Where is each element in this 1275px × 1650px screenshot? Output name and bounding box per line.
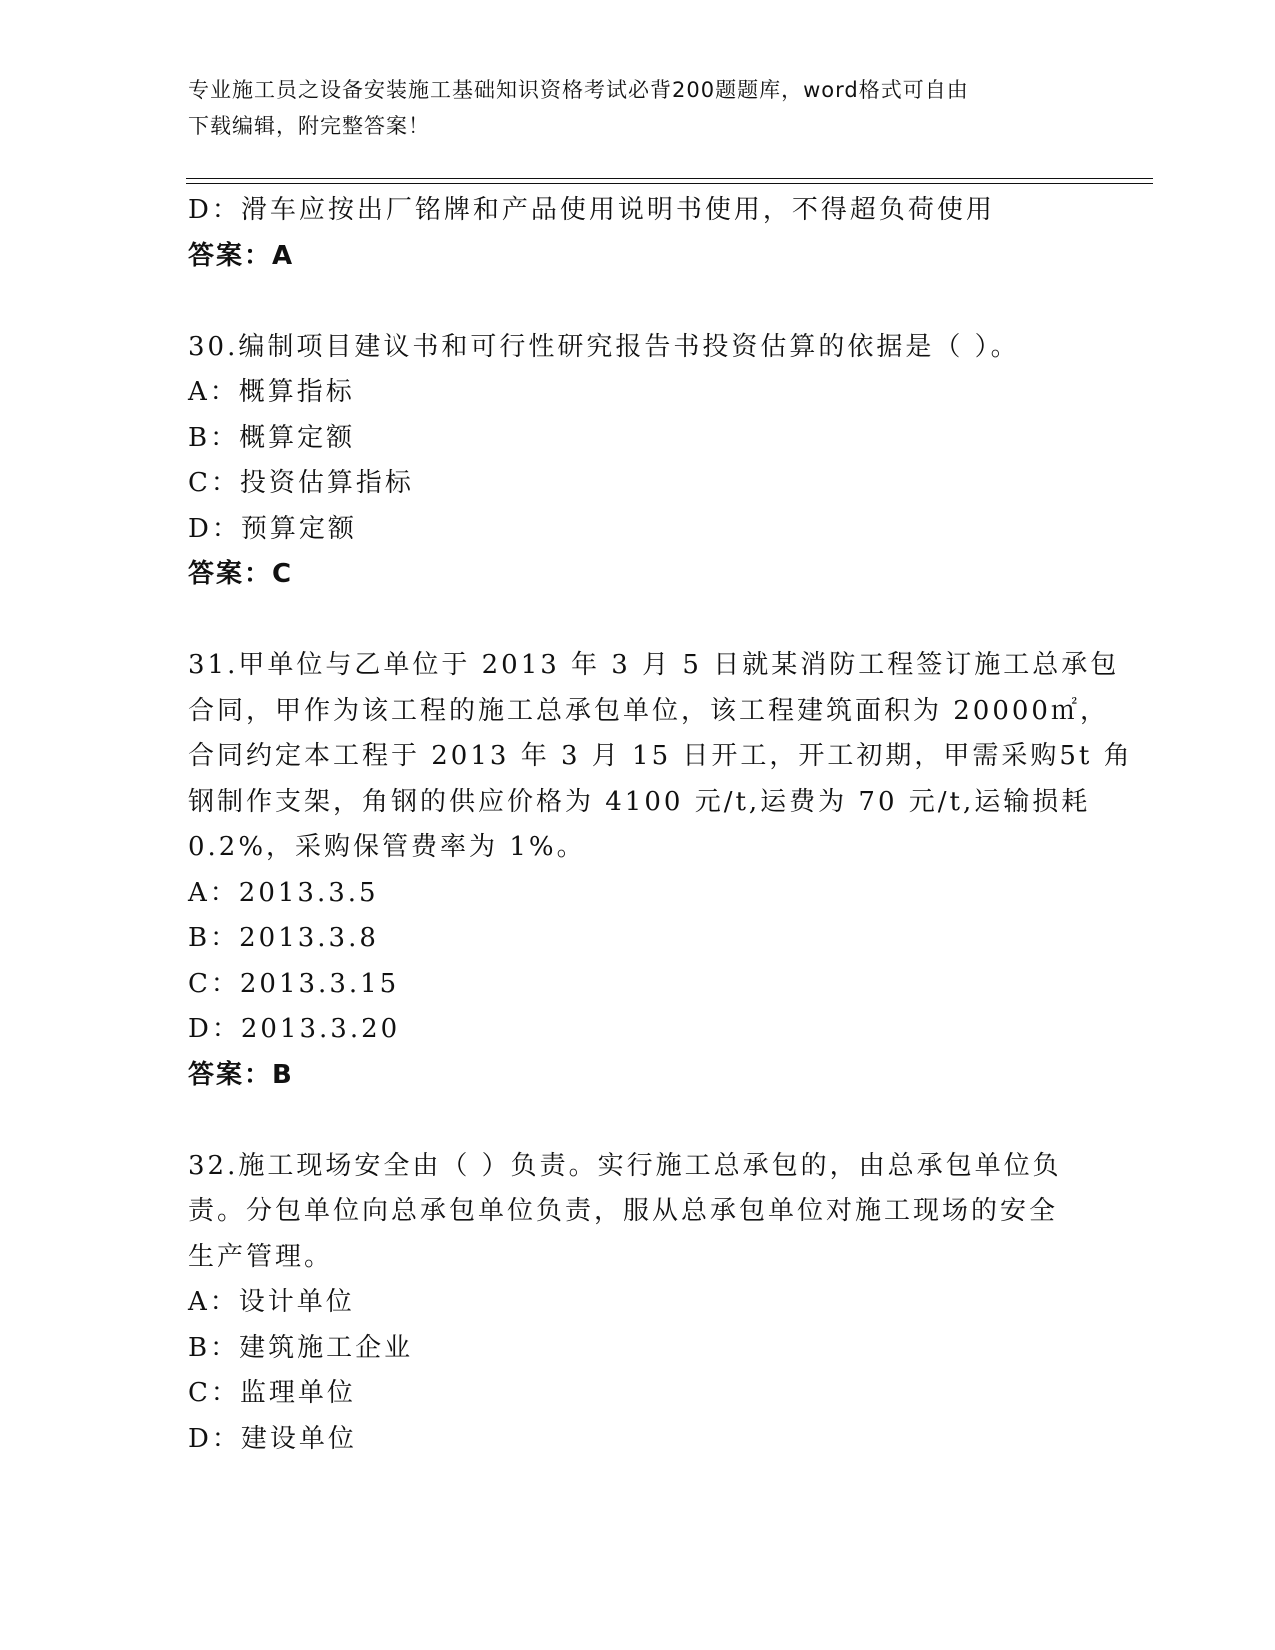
question-stem-line: 合同，甲作为该工程的施工总承包单位，该工程建筑面积为 20000㎡， — [188, 695, 1109, 726]
option-b: B：建筑施工企业 — [188, 1332, 414, 1363]
question-content — [188, 188, 1133, 1462]
document-header — [188, 72, 1068, 144]
prev-option-d: D：滑车应按出厂铭牌和产品使用说明书使用，不得超负荷使用 — [188, 195, 995, 225]
option-a: A：概算指标 — [188, 377, 355, 407]
option-b: B：2013.3.8 — [188, 923, 379, 953]
answer: 答案：B — [188, 1059, 294, 1090]
header-divider-bottom — [186, 183, 1153, 184]
option-a: A：2013.3.5 — [188, 877, 379, 908]
spacer — [188, 1098, 1088, 1144]
header-title-line-2: 下载编辑，附完整答案！ — [188, 114, 430, 138]
option-c: C：投资估算指标 — [188, 468, 414, 498]
spacer — [188, 279, 1088, 325]
question-stem: 30.编制项目建议书和可行性研究报告书投资估算的依据是（ ）。 — [188, 331, 1020, 362]
question-stem-line: 生产管理。 — [188, 1241, 334, 1272]
header-divider-top — [186, 178, 1153, 179]
question-stem-line: 0.2%，采购保管费率为 1%。 — [188, 832, 586, 862]
question-stem-line: 合同约定本工程于 2013 年 3 月 15 日开工，开工初期，甲需采购5t 角 — [188, 741, 1133, 771]
question-30 — [188, 325, 1088, 598]
option-c: C：2013.3.15 — [188, 968, 400, 999]
answer: 答案：C — [188, 559, 294, 589]
option-c: C：监理单位 — [188, 1378, 356, 1408]
question-31 — [188, 643, 1133, 1098]
option-a: A：设计单位 — [188, 1287, 355, 1317]
option-d: D：2013.3.20 — [188, 1014, 401, 1044]
question-stem-line: 32.施工现场安全由（ ）负责。实行施工总承包的，由总承包单位负 — [188, 1150, 1062, 1181]
option-d: D：建设单位 — [188, 1423, 357, 1454]
header-title-line-1: 专业施工员之设备安装施工基础知识资格考试必背200题题库，word格式可自由 — [188, 78, 969, 102]
question-stem-line: 钢制作支架，角钢的供应价格为 4100 元/t,运费为 70 元/t,运输损耗 — [188, 786, 1091, 817]
spacer — [188, 598, 1088, 644]
question-stem-line: 责。分包单位向总承包单位负责，服从总承包单位对施工现场的安全 — [188, 1196, 1059, 1226]
prev-answer: 答案：A — [188, 240, 295, 271]
question-32 — [188, 1144, 1088, 1463]
option-b: B：概算定额 — [188, 422, 356, 453]
question-stem-line: 31.甲单位与乙单位于 2013 年 3 月 5 日就某消防工程签订施工总承包 — [188, 650, 1120, 680]
option-d: D：预算定额 — [188, 513, 357, 544]
